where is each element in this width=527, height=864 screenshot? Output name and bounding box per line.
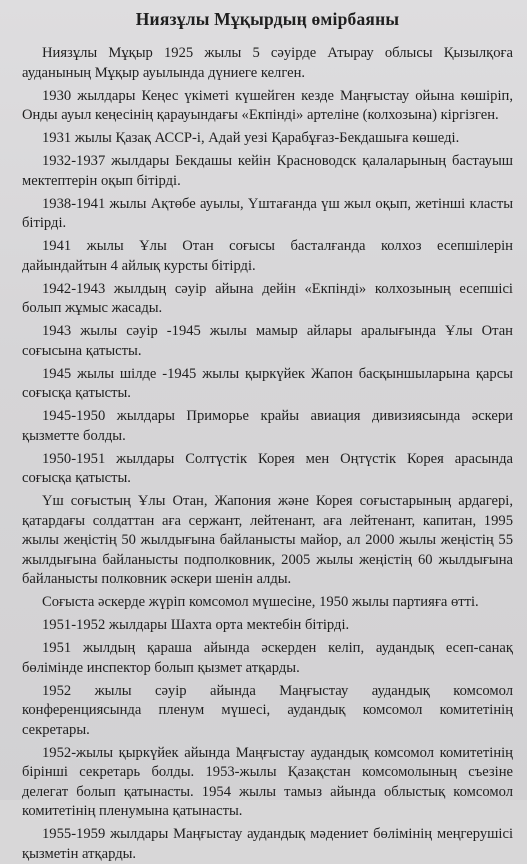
paragraph: Үш соғыстың Ұлы Отан, Жапония және Корея соғыстарының ардагері, қатардағы солдаттан аға сержант, лейтенант, аға лейтенант, капитан, 1995 жылы жеңістің 50 жылдығына байланысты майор, ал 2000 жылы жеңістің 55 жылдығына байланысты подполковник, 2005 жылы жеңістің 60 жылдығына байланысты полковник әскери шенін алды. xyxy=(22,493,513,587)
paragraph: 1938-1941 жылы Ақтөбе ауылы, Үштағанда үш жыл оқып, жетінші класты бітірді. xyxy=(22,195,513,231)
document-body xyxy=(22,44,513,864)
paragraph: 1955-1959 жылдары Маңғыстау аудандық мәдениет бөлімінің меңгерушісі қызметін атқарды. xyxy=(22,826,513,862)
paragraph: 1952-жылы қыркүйек айында Маңғыстау аудандық комсомол комитетінің бірінші секретарь болды. 1953-жылы Қазақстан комсомолының съезіне делегат болып қатынасты. 1954 жылы тамыз айында облыстық комсомол комитетінің пленумына қатынасты. xyxy=(22,744,513,819)
paragraph: 1945-1950 жылдары Приморье крайы авиация дивизиясында әскери қызметте болды. xyxy=(22,408,513,444)
paragraph: 1952 жылы сәуір айында Маңғыстау аудандық комсомол конференциясында пленум мүшесі, аудандық комсомол комитетінің секретары. xyxy=(22,682,513,738)
paragraph: 1931 жылы Қазақ АССР-і, Адай уезі Қарабұғаз-Бекдашыға көшеді. xyxy=(42,130,460,146)
paragraph: 1941 жылы Ұлы Отан соғысы басталғанда колхоз есепшілерін дайындайтын 4 айлық курсты бітірді. xyxy=(22,238,513,274)
paragraph: 1951 жылдың қараша айында әскерден келіп, аудандық есеп-санақ бөлімінде инспектор болып қызмет атқарды. xyxy=(22,640,513,676)
paragraph: 1932-1937 жылдары Бекдашы кейін Красноводск қалаларының бастауыш мектептерін оқып бітірді. xyxy=(22,153,513,189)
paragraph: 1943 жылы сәуір -1945 жылы мамыр айлары аралығында Ұлы Отан соғысына қатысты. xyxy=(22,323,513,359)
paragraph: 1950-1951 жылдары Солтүстік Корея мен Оңтүстік Корея арасында соғысқа қатысты. xyxy=(22,450,513,486)
paragraph: 1930 жылдары Кеңес үкіметі күшейген кезде Маңғыстау ойына көшіріп, Онды ауыл кеңесінің қарауындағы «Екпінді» артеліне (колхозына) кіргізген. xyxy=(22,87,513,123)
paragraph: 1945 жылы шілде -1945 жылы қыркүйек Жапон басқыншыларына қарсы соғысқа қатысты. xyxy=(22,365,513,401)
paragraph: 1942-1943 жылдың сәуір айына дейін «Екпінді» колхозының есепшісі болып жұмыс жасады. xyxy=(22,280,513,316)
document-title: Ниязұлы Мұқырдың өмірбаяны xyxy=(135,9,400,29)
paragraph: 1951-1952 жылдары Шахта орта мектебін бітірді. xyxy=(42,617,350,633)
paragraph: Ниязұлы Мұқыр 1925 жылы 5 сәуірде Атырау облысы Қызылқоға ауданының Мұқыр ауылында дүниеге келген. xyxy=(22,45,513,81)
paragraph: Соғыста әскерде жүріп комсомол мүшесіне, 1950 жылы партияға өтті. xyxy=(42,594,479,610)
